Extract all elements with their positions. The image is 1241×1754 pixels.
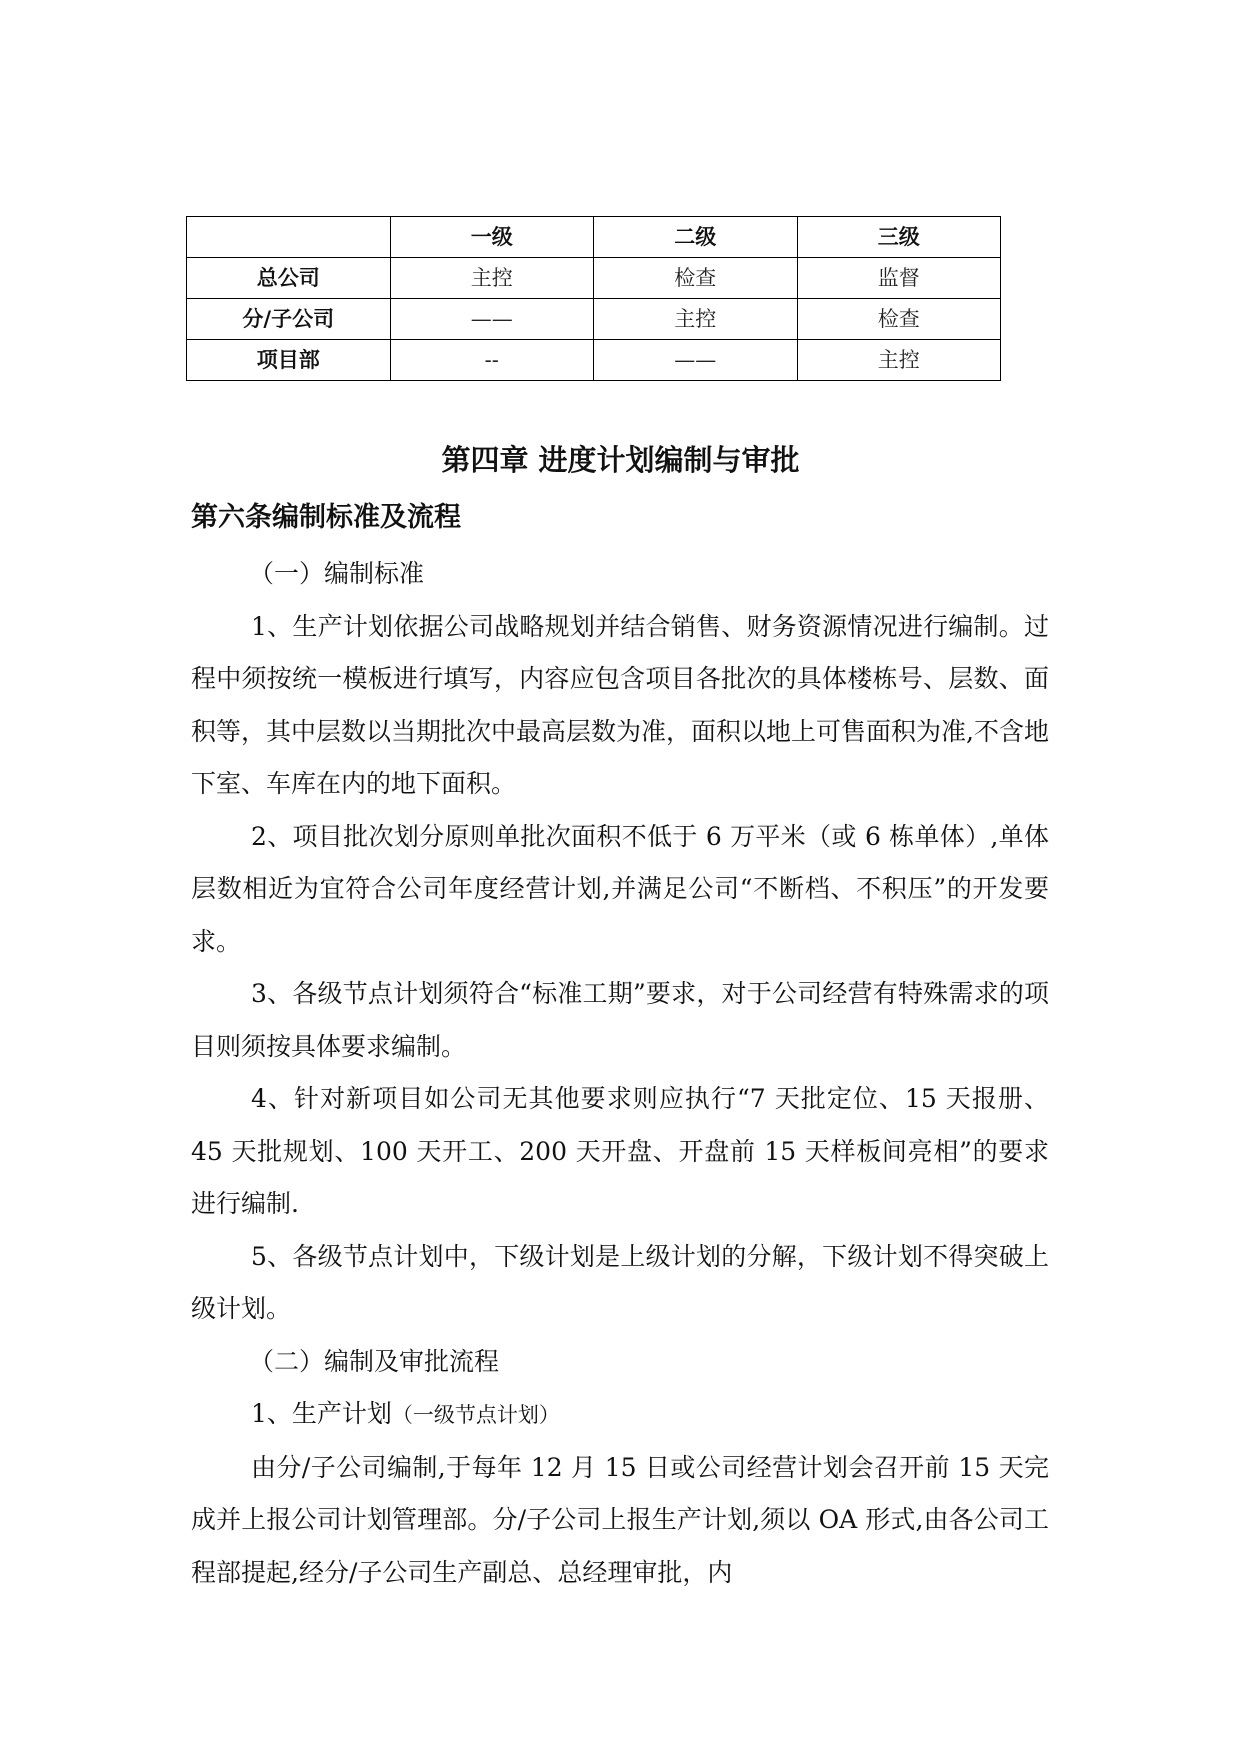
paragraph [191, 1388, 1049, 1442]
table-cell: 检查 [797, 299, 1001, 340]
paragraph: 1、生产计划依据公司战略规划并结合销售、财务资源情况进行编制。过程中须按统一模板进行填写，内容应包含项目各批次的具体楼栋号、层数、面积等，其中层数以当期批次中最高层数为准，面积以地上可售面积为准,不含地下室、车库在内的地下面积。 [191, 611, 1049, 798]
table-header-row [187, 217, 1001, 258]
table-row [187, 340, 1001, 381]
paragraph: 5、各级节点计划中，下级计划是上级计划的分解，下级计划不得突破上级计划。 [191, 1241, 1049, 1323]
table-cell: 主控 [797, 340, 1001, 381]
table-cell: 监督 [797, 258, 1001, 299]
item-note: （一级节点计划） [391, 1403, 560, 1427]
article-title: 第六条编制标准及流程 [191, 502, 461, 533]
row-label: 总公司 [187, 258, 391, 299]
item-title: 1、生产计划 [251, 1399, 392, 1428]
table-cell: -- [390, 340, 594, 381]
table-cell: 主控 [594, 299, 798, 340]
row-label: 项目部 [187, 340, 391, 381]
paragraph: 由分/子公司编制,于每年 12 月 15 日或公司经营计划会召开前 15 天完成并上报公司计划管理部。分/子公司上报生产计划,须以 OA 形式,由各公司工程部提起,经分/子公司生产副总、总经理审批，内 [191, 1452, 1049, 1587]
paragraph: 3、各级节点计划须符合“标准工期”要求，对于公司经营有特殊需求的项目则须按具体要求编制。 [191, 979, 1049, 1061]
table-header-cell: 二级 [594, 217, 798, 258]
table-header-cell [187, 217, 391, 258]
table-cell: —— [594, 340, 798, 381]
section-heading: （一）编制标准 [249, 559, 425, 588]
table-cell: —— [390, 299, 594, 340]
table-header-cell: 一级 [390, 217, 594, 258]
paragraph: 2、项目批次划分原则单批次面积不低于 6 万平米（或 6 栋单体）,单体层数相近为宜符合公司年度经营计划,并满足公司“不断档、不积压”的开发要求。 [191, 821, 1049, 956]
chapter-title: 第四章 进度计划编制与审批 [441, 443, 800, 477]
table-row [187, 299, 1001, 340]
table-cell: 主控 [390, 258, 594, 299]
row-label: 分/子公司 [187, 299, 391, 340]
table-row [187, 258, 1001, 299]
article-body [191, 548, 1049, 1599]
section-heading: （二）编制及审批流程 [249, 1346, 500, 1376]
table-cell: 检查 [594, 258, 798, 299]
control-level-table [186, 216, 1001, 381]
table-header-cell: 三级 [797, 217, 1001, 258]
paragraph: 4、针对新项目如公司无其他要求则应执行“7 天批定位、15 天报册、45 天批规划、100 天开工、200 天开盘、开盘前 15 天样板间亮相”的要求进行编制. [191, 1084, 1049, 1218]
